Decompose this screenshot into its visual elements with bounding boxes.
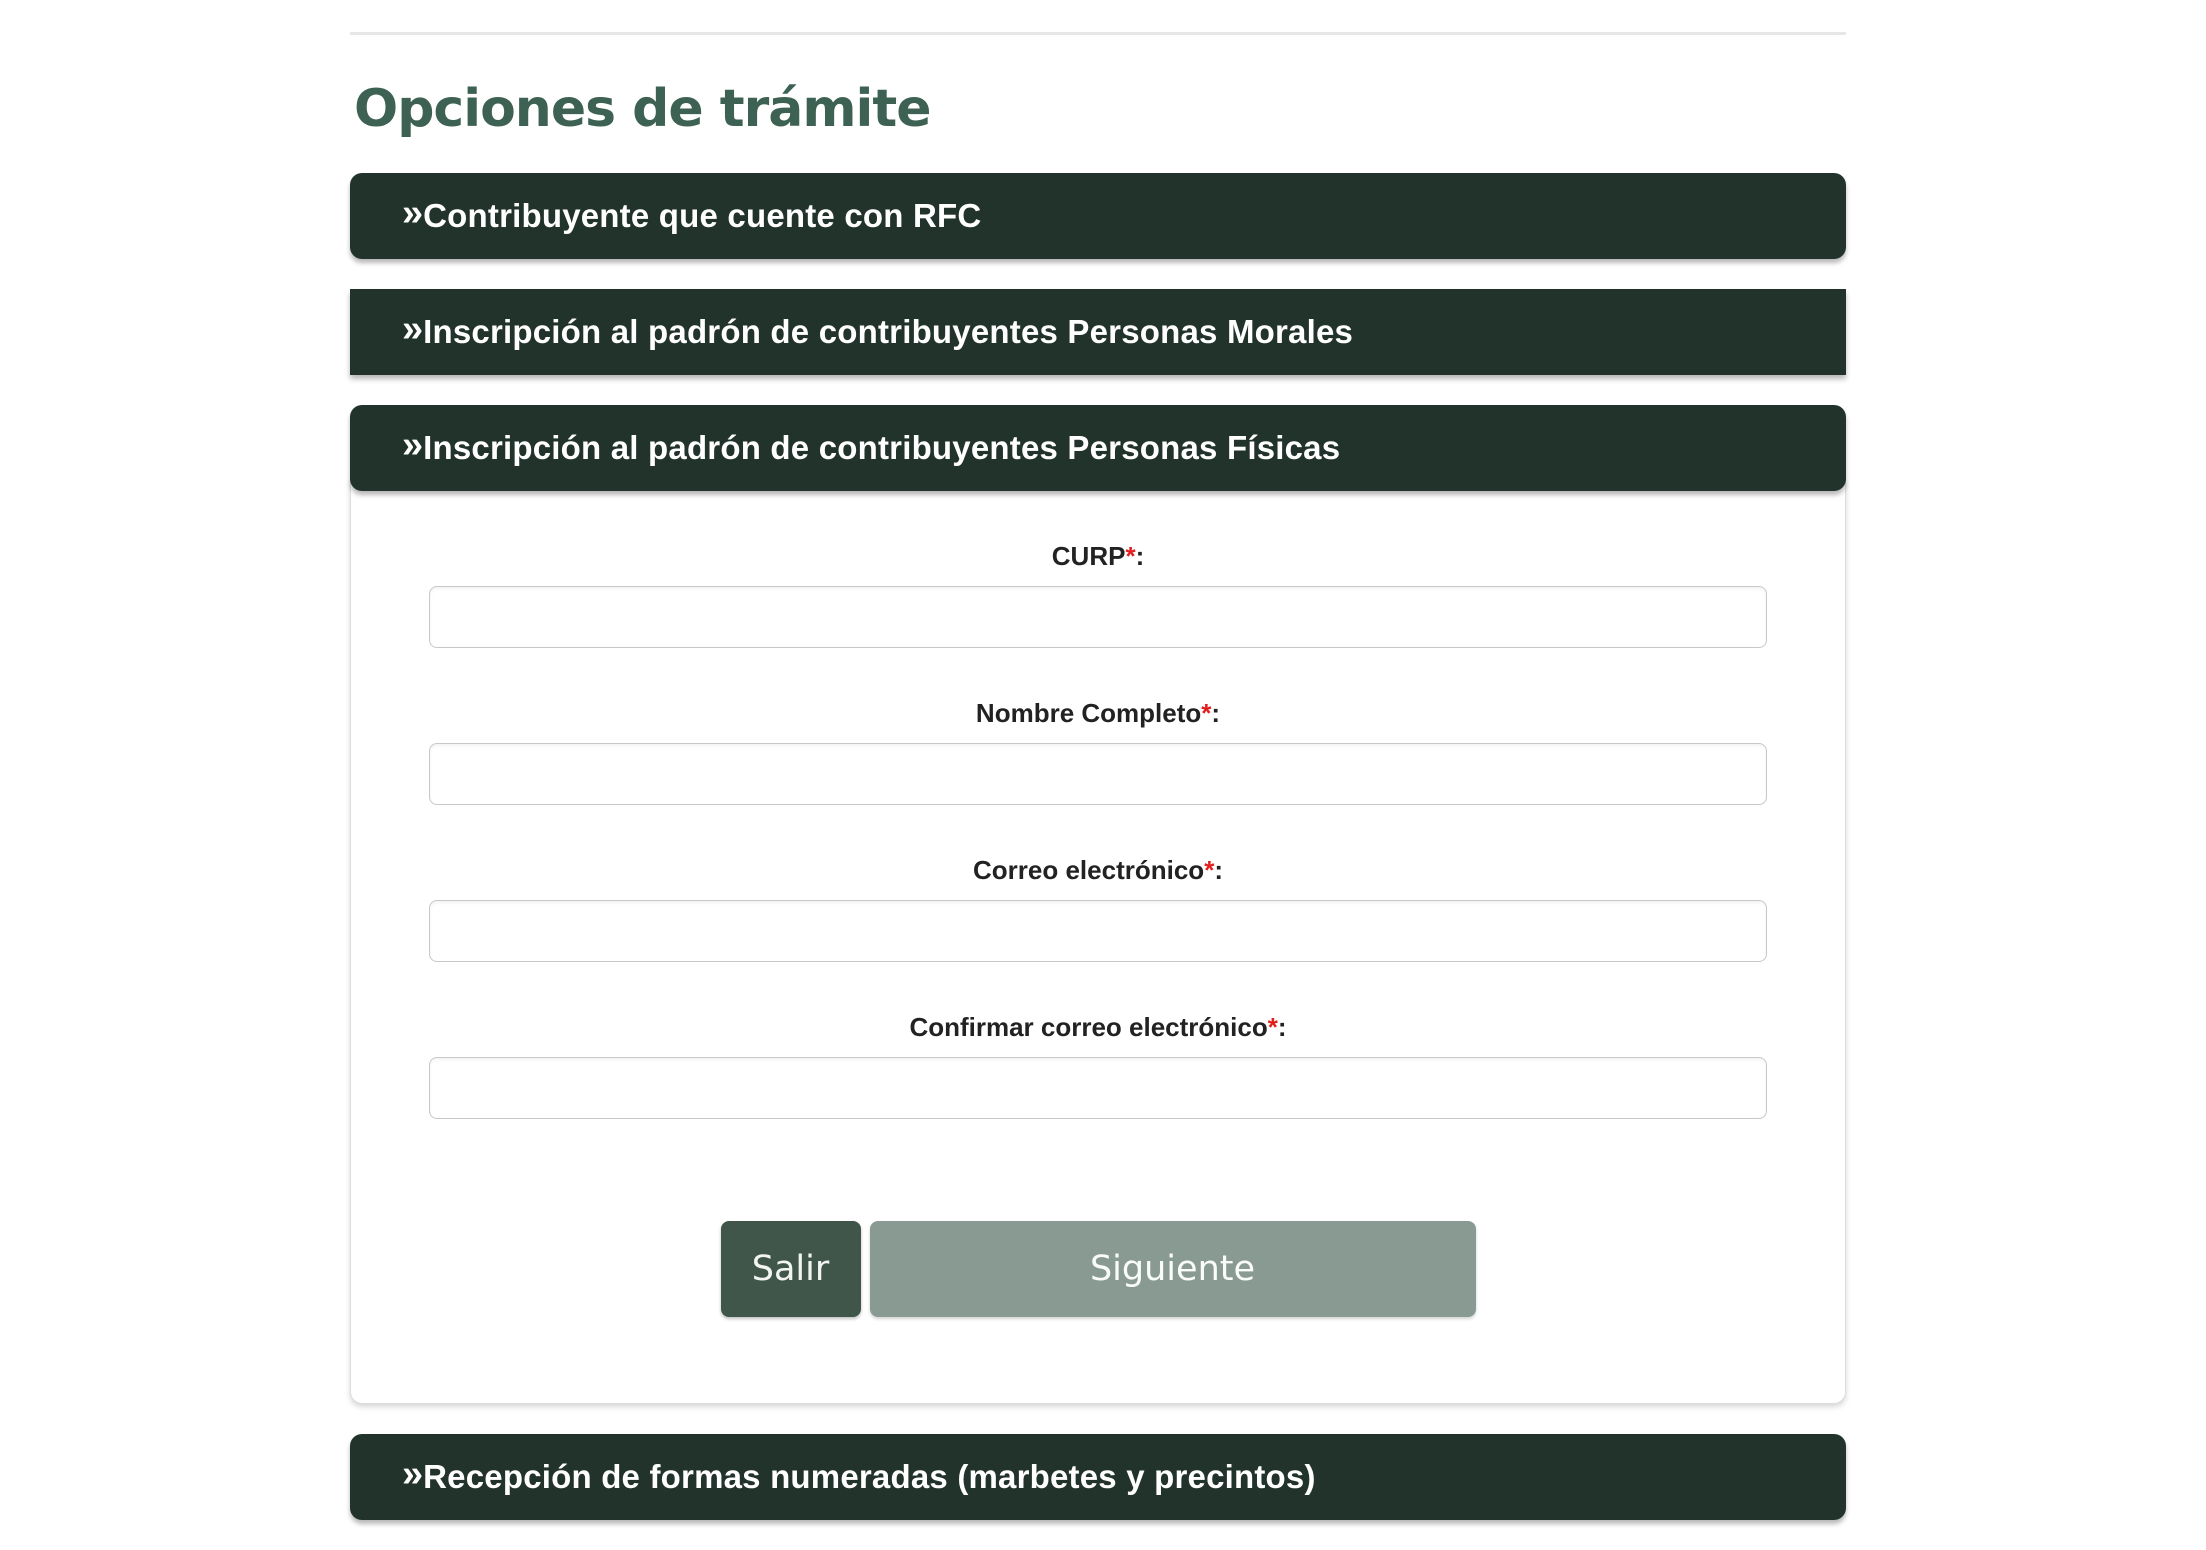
field-label-colon: : (1214, 855, 1223, 885)
nombre-completo-field-group (429, 698, 1767, 805)
accordion-header-label: Inscripción al padrón de contribuyentes Personas Físicas (423, 429, 1341, 466)
accordion-header-formas-numeradas[interactable] (350, 1434, 1846, 1520)
curp-field-group (429, 541, 1767, 648)
chevron-double-right-icon: » (402, 192, 424, 234)
confirmar-correo-input[interactable] (429, 1057, 1767, 1119)
accordion-card-personas-fisicas (350, 405, 1846, 1404)
field-label-text: Confirmar correo electrónico (909, 1012, 1268, 1042)
required-asterisk: * (1267, 1012, 1278, 1042)
curp-input[interactable] (429, 586, 1767, 648)
field-label-text: Nombre Completo (975, 698, 1202, 728)
accordion-header-personas-fisicas[interactable] (350, 405, 1846, 491)
accordion-header-label: Contribuyente que cuente con RFC (423, 197, 982, 234)
required-asterisk: * (1204, 855, 1215, 885)
salir-button[interactable]: Salir (721, 1221, 861, 1317)
field-label-text: CURP (1051, 541, 1126, 571)
confirmar-correo-field-label (429, 1012, 1767, 1043)
siguiente-button[interactable]: Siguiente (870, 1221, 1476, 1317)
personas-fisicas-form-panel (350, 479, 1846, 1404)
chevron-double-right-icon: » (402, 308, 424, 350)
accordion-header-personas-morales[interactable] (350, 289, 1846, 375)
required-asterisk: * (1201, 698, 1212, 728)
nombre-completo-field-label (429, 698, 1767, 729)
field-label-colon: : (1135, 541, 1145, 571)
field-label-text: Correo electrónico (973, 855, 1205, 885)
main-content (350, 0, 1846, 1550)
required-asterisk: * (1125, 541, 1136, 571)
curp-field-label (429, 541, 1767, 572)
page-title: Opciones de trámite (354, 79, 931, 139)
chevron-double-right-icon: » (402, 424, 424, 466)
accordion-header-label: Inscripción al padrón de contribuyentes Personas Morales (423, 313, 1354, 350)
correo-input[interactable] (429, 900, 1767, 962)
correo-field-group (429, 855, 1767, 962)
nombre-completo-input[interactable] (429, 743, 1767, 805)
field-label-colon: : (1211, 698, 1221, 728)
accordion-header-contribuyente-rfc[interactable] (350, 173, 1846, 259)
chevron-double-right-icon: » (402, 1453, 424, 1495)
correo-field-label (429, 855, 1767, 886)
form-button-row (429, 1221, 1767, 1317)
top-divider (350, 32, 1846, 35)
confirmar-correo-field-group (429, 1012, 1767, 1119)
field-label-colon: : (1277, 1012, 1287, 1042)
accordion-header-label: Recepción de formas numeradas (marbetes y precintos) (423, 1458, 1316, 1495)
